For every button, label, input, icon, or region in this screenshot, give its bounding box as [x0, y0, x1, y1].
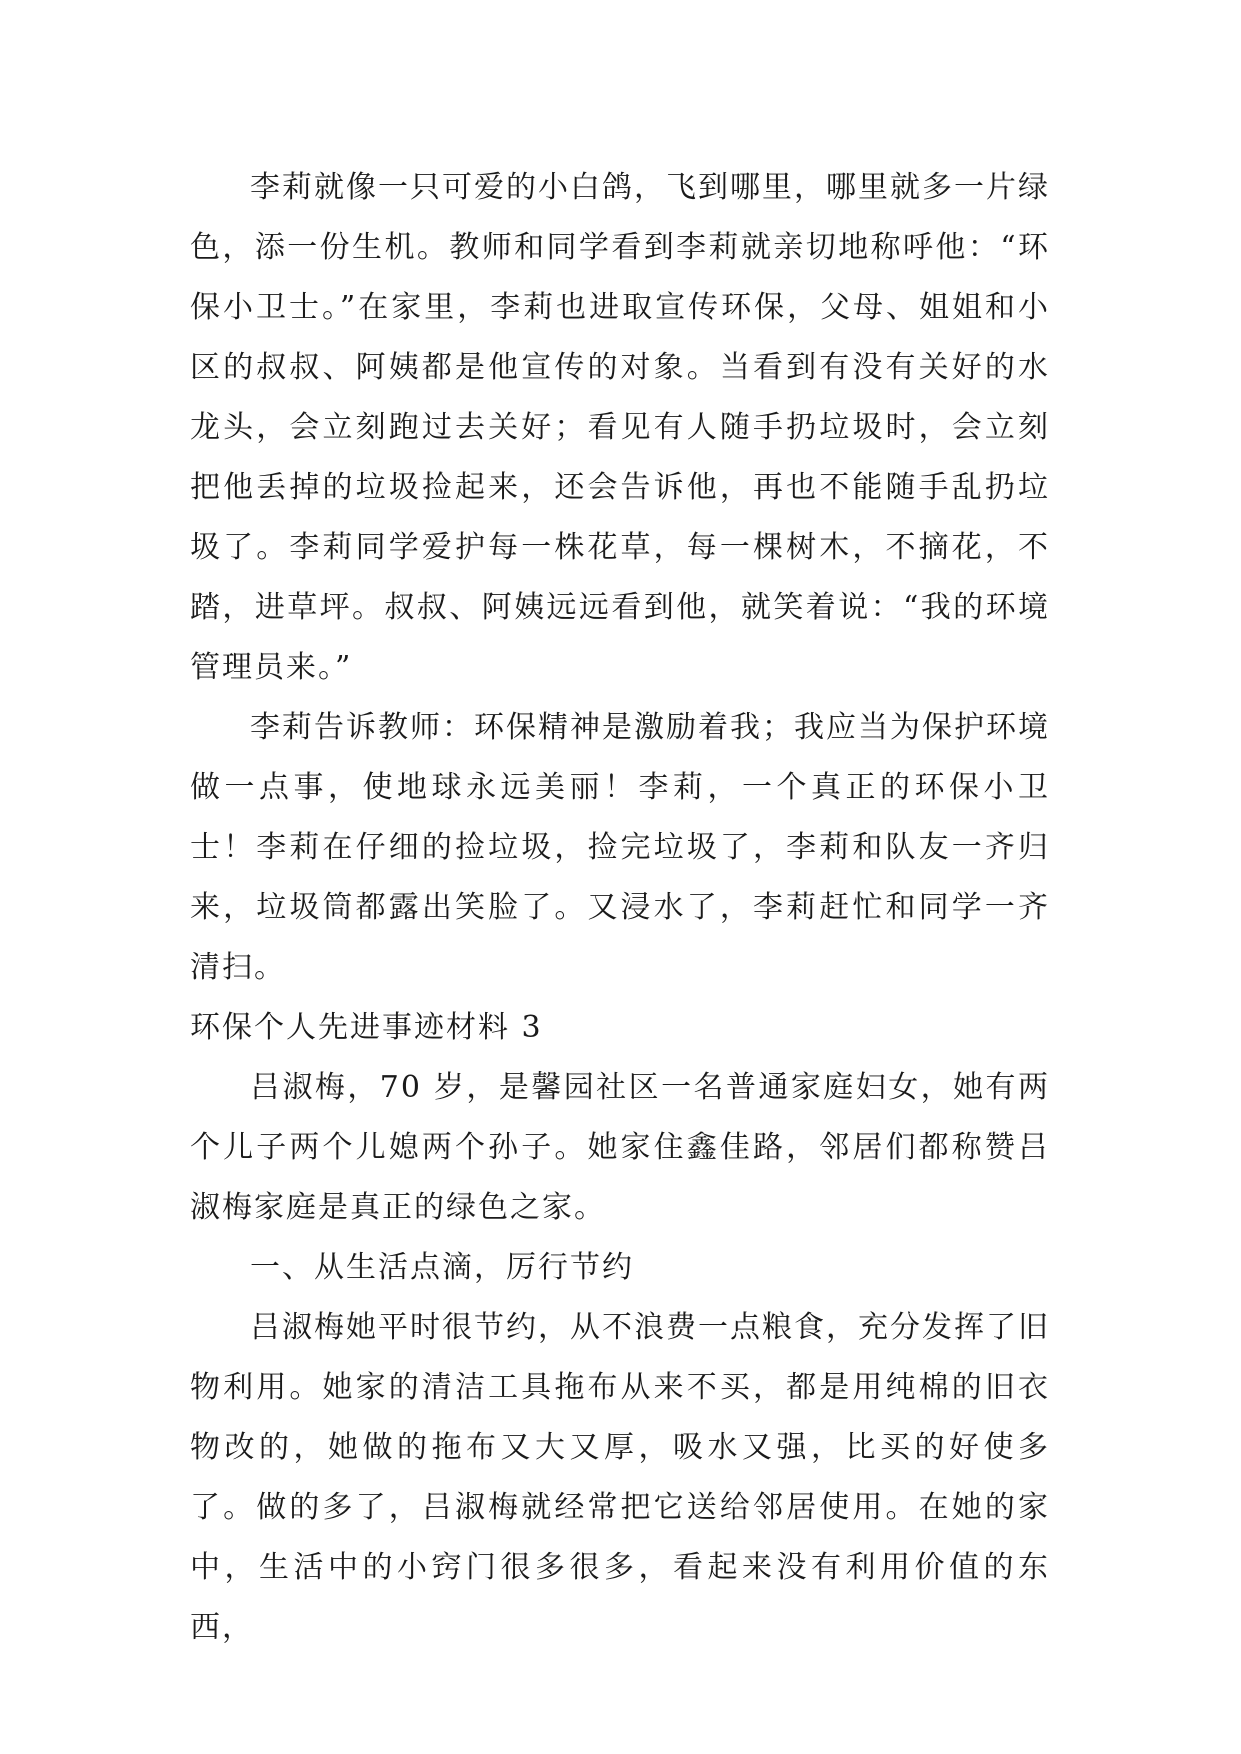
subheading-frugal-living: 一、从生活点滴，厉行节约: [250, 1250, 634, 1285]
document-body: [190, 158, 1050, 1658]
paragraph-li-li-dove: 李莉就像一只可爱的小白鸽，飞到哪里，哪里就多一片绿色，添一份生机。教师和同学看到李莉就亲切地称呼他：“环保小卫士。”在家里，李莉也进取宣传环保，父母、姐姐和小区的叔叔、阿姨都是他宣传的对象。当看到有没有关好的水龙头，会立刻跑过去关好；看见有人随手扔垃圾时，会立刻把他丢掉的垃圾捡起来，还会告诉他，再也不能随手乱扔垃圾了。李莉同学爱护每一株花草，每一棵树木，不摘花，不踏，进草坪。叔叔、阿姨远远看到他，就笑着说：“我的环境管理员来。”: [190, 170, 1050, 685]
paragraph-lv-shumei-intro: 吕淑梅，70 岁，是馨园社区一名普通家庭妇女，她有两个儿子两个儿媳两个孙子。她家住鑫佳路，邻居们都称赞吕淑梅家庭是真正的绿色之家。: [190, 1070, 1050, 1225]
section-title: 环保个人先进事迹材料 3: [190, 1010, 543, 1045]
paragraph-lv-shumei-frugal: 吕淑梅她平时很节约，从不浪费一点粮食，充分发挥了旧物利用。她家的清洁工具拖布从来不买，都是用纯棉的旧衣物改的，她做的拖布又大又厚，吸水又强，比买的好使多了。做的多了，吕淑梅就经常把它送给邻居使用。在她的家中，生活中的小窍门很多很多，看起来没有利用价值的东西，: [190, 1310, 1050, 1645]
paragraph-li-li-teacher: 李莉告诉教师：环保精神是激励着我；我应当为保护环境做一点事，使地球永远美丽！李莉，一个真正的环保小卫士！李莉在仔细的捡垃圾，捡完垃圾了，李莉和队友一齐归来，垃圾筒都露出笑脸了。又浸水了，李莉赶忙和同学一齐清扫。: [190, 710, 1050, 985]
